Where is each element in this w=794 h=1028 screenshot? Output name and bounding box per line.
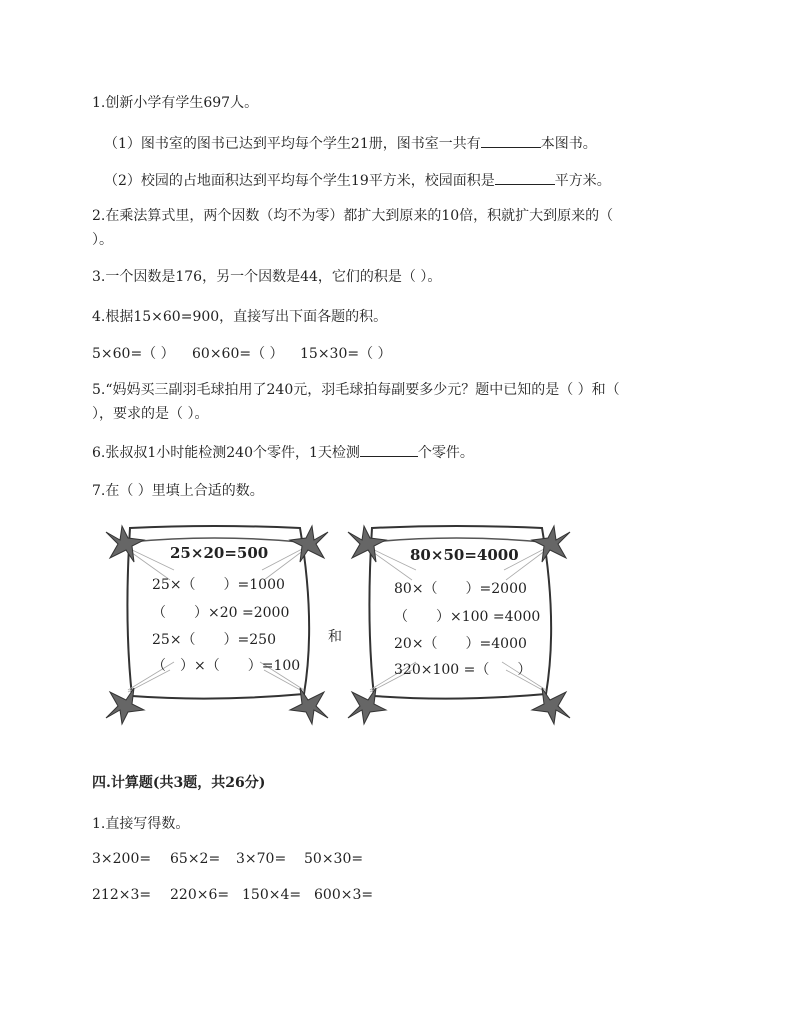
q2-line1: 2.在乘法算式里，两个因数（均不为零）都扩大到原来的10倍，积就扩大到原来的（ <box>92 208 614 224</box>
q6-text <box>92 442 474 462</box>
q4-item: 15×30=（ ） <box>300 346 392 362</box>
answer-blank[interactable] <box>495 170 555 185</box>
q7-text: 7.在（ ）里填上合适的数。 <box>92 483 264 499</box>
calc-item: 212×3= <box>92 887 152 903</box>
section-heading: 四.计算题(共3题，共26分) <box>92 775 266 791</box>
q5-line1: 5.“妈妈买三副羽毛球拍用了240元，羽毛球拍每副要多少元？题中已知的是（ ）和（ <box>92 382 620 398</box>
calc-item: 50×30= <box>304 851 364 867</box>
q4-item: 60×60=（ ） <box>192 346 284 362</box>
left-scroll-line: （ ）×（ ）=100 <box>152 658 301 674</box>
left-scroll-line: 25×（ ）=1000 <box>152 577 285 593</box>
q6-text-a: 6.张叔叔1小时能检测240个零件，1天检测 <box>92 445 360 461</box>
q4-text: 4.根据15×60=900，直接写出下面各题的积。 <box>92 309 388 325</box>
left-scroll-line: （ ）×20 =2000 <box>152 605 290 621</box>
calc-item: 3×70= <box>236 851 287 867</box>
right-scroll-figure <box>346 522 572 728</box>
q2-line2: ）。 <box>92 232 113 248</box>
answer-blank[interactable] <box>360 442 418 457</box>
calc-item: 150×4= <box>242 887 302 903</box>
answer-blank[interactable] <box>481 133 541 148</box>
calc-item: 3×200= <box>92 851 152 867</box>
right-scroll-title: 80×50=4000 <box>410 546 519 564</box>
q1-stem: 1.创新小学有学生697人。 <box>92 95 259 111</box>
q1-part2-text: （2）校园的占地面积达到平均每个学生19平方米，校园面积是 <box>104 173 495 189</box>
connector-text: 和 <box>328 629 342 645</box>
calc-item: 65×2= <box>170 851 221 867</box>
calc-item: 220×6= <box>170 887 230 903</box>
s4-q1-text: 1.直接写得数。 <box>92 816 190 832</box>
q6-text-b: 个零件。 <box>417 445 474 461</box>
q3-text: 3.一个因数是176，另一个因数是44，它们的积是（ ）。 <box>92 269 442 285</box>
right-scroll-line: 20×（ ）=4000 <box>394 636 527 652</box>
s4-q1-row2 <box>92 886 373 904</box>
left-scroll-figure <box>104 522 330 728</box>
left-scroll-title: 25×20=500 <box>170 544 269 562</box>
left-scroll-line: 25×（ ）=250 <box>152 632 276 648</box>
s4-q1-row1 <box>92 850 363 868</box>
q1-part2 <box>104 170 611 190</box>
q1-part1-text: （1）图书室的图书已达到平均每个学生21册，图书室一共有 <box>104 136 481 152</box>
q1-part2-tail: 平方米。 <box>554 173 611 189</box>
right-scroll-line: 80×（ ）=2000 <box>394 581 527 597</box>
q4-items <box>92 345 392 363</box>
calc-item: 600×3= <box>314 887 374 903</box>
right-scroll-line: （ ）×100 =4000 <box>394 609 541 625</box>
q5-line2: ），要求的是（ ）。 <box>92 406 209 422</box>
q1-part1-tail: 本图书。 <box>540 136 597 152</box>
right-scroll-line: 320×100 =（ ） <box>394 662 532 678</box>
q1-part1 <box>104 133 597 153</box>
q4-item: 5×60=（ ） <box>92 346 175 362</box>
